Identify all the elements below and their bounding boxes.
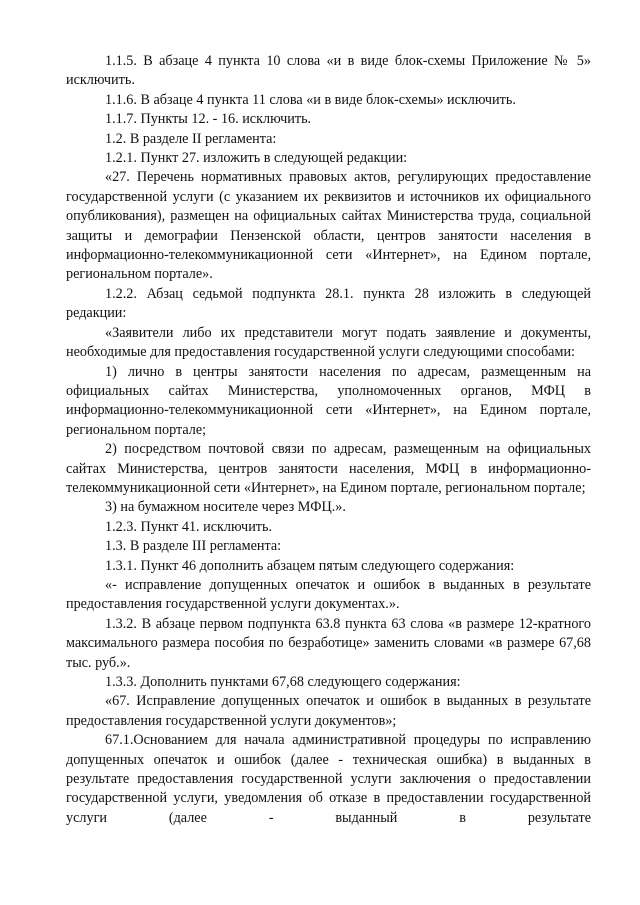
paragraph-1-3-1: 1.3.1. Пункт 46 дополнить абзацем пятым следующего содержания:: [105, 557, 515, 574]
paragraph-correction: «- исправление допущенных опечаток и ошибок в выданных в результате предоставления государственной услуги документах.».: [66, 576, 591, 613]
paragraph-item-27: «27. Перечень нормативных правовых актов, регулирующих предоставление государственной услуги (с указанием их реквизитов и источников их официального опубликования), размещен на официальных сайтах Министерства труда, социальной защиты и демографии Пензенской области, центров занятости населения в информационно-телекоммуникационной сети «Интернет», на Едином портале, региональном портале».: [66, 169, 591, 283]
document-page: [66, 52, 591, 828]
paragraph-applicants: «Заявители либо их представители могут подать заявление и документы, необходимые для предоставления государственной услуги следующими способами:: [66, 324, 591, 361]
paragraph-1-3-3: 1.3.3. Дополнить пунктами 67,68 следующего содержания:: [105, 674, 461, 690]
paragraph-1-2-2: 1.2.2. Абзац седьмой подпункта 28.1. пункта 28 изложить в следующей редакции:: [66, 285, 591, 322]
paragraph-1-3-2: 1.3.2. В абзаце первом подпункта 63.8 пункта 63 слова «в размере 12-кратного максимального размера пособия по безработице» заменить словами «в размере 67,68 тыс. руб.».: [66, 615, 591, 671]
paragraph-1-3: 1.3. В разделе III регламента:: [105, 538, 282, 555]
paragraph-method-3: 3) на бумажном носителе через МФЦ.».: [105, 499, 346, 516]
paragraph-1-1-7: 1.1.7. Пункты 12. - 16. исключить.: [105, 111, 312, 128]
paragraph-1-1-5: 1.1.5. В абзаце 4 пункта 10 слова «и в виде блок-схемы Приложение № 5» исключить.: [66, 53, 591, 89]
paragraph-1-1-6: 1.1.6. В абзаце 4 пункта 11 слова «и в виде блок-схемы» исключить.: [105, 91, 516, 108]
paragraph-item-67: «67. Исправление допущенных опечаток и ошибок в выданных в результате предоставления государственной услуги документов»;: [66, 693, 591, 729]
paragraph-1-2-1: 1.2.1. Пункт 27. изложить в следующей редакции:: [105, 150, 408, 167]
paragraph-method-2: 2) посредством почтовой связи по адресам, размещенным на официальных сайтах Министерства, центров занятости населения, МФЦ в информационно-телекоммуникационной сети «Интернет», на Едином портале, региональном портале;: [66, 441, 591, 496]
paragraph-item-67-1: 67.1.Основанием для начала административной процедуры по исправлению допущенных опечаток и ошибок (далее - техническая ошибка) в выданных в результате предоставления государственной услуги заключения о предоставлении государственной услуги, уведомления об отказе в предоставлении государственной услуги (далее - выданный в результате: [66, 732, 591, 826]
paragraph-method-1: 1) лично в центры занятости населения по адресам, размещенным на официальных сайтах Министерства, уполномоченных органов, МФЦ в информационно-телекоммуникационной сети «Интернет», на Едином портале, региональном портале;: [66, 363, 591, 438]
paragraph-1-2: 1.2. В разделе II регламента:: [105, 130, 277, 147]
paragraph-1-2-3: 1.2.3. Пункт 41. исключить.: [105, 518, 273, 535]
